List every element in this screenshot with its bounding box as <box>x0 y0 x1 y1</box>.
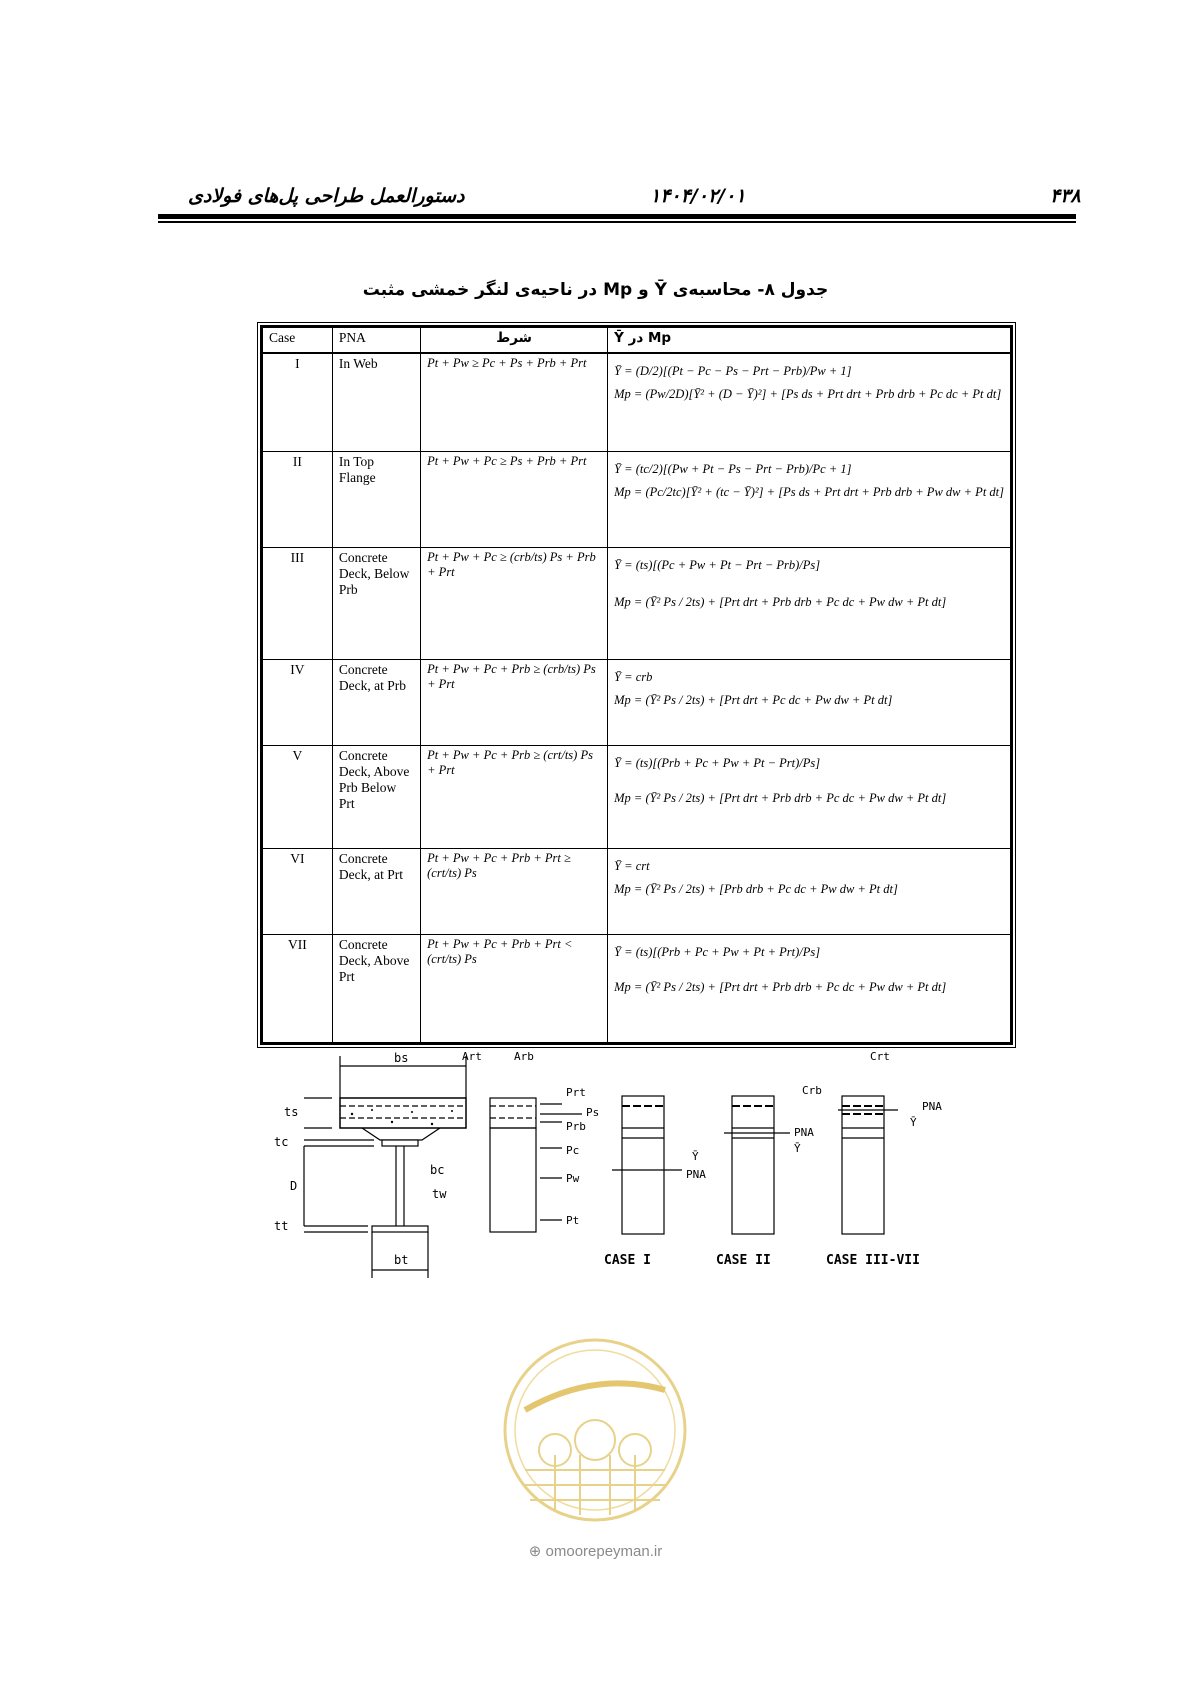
label-pna-case2: PNA <box>794 1126 814 1139</box>
label-pna-case1: PNA <box>686 1168 706 1181</box>
label-ybar-case1: Ȳ <box>692 1150 699 1163</box>
pna-cell: Concrete Deck, Below Prb <box>332 547 420 659</box>
label-art: Art <box>462 1050 482 1063</box>
case-cell: IV <box>262 659 333 745</box>
formula-cell <box>608 547 1012 659</box>
formula-cell <box>608 659 1012 745</box>
ybar-formula: Ȳ = (ts)[(Prb + Pc + Pw + Pt − Prt)/Ps] <box>614 755 821 770</box>
label-case-1: CASE I <box>604 1253 651 1268</box>
case-cell: VI <box>262 848 333 934</box>
case-cell: I <box>262 353 333 451</box>
mp-formula: Mp = (Pc/2tc)[Ȳ² + (tc − Ȳ)²] + [Ps ds + Prt drt + Prb drb + Pw dw + Pt dt] <box>614 484 1004 499</box>
header-date: ۱۴۰۴/۰۲/۰۱ <box>650 185 746 207</box>
label-tt: tt <box>274 1219 289 1233</box>
label-prt: Prt <box>566 1086 586 1099</box>
mp-formula: Mp = (Ȳ² Ps / 2ts) + [Prt drt + Pc dc + Pw dw + Pt dt] <box>614 692 893 707</box>
table-row <box>262 353 1012 451</box>
mp-formula: Mp = (Pw/2D)[Ȳ² + (D − Ȳ)²] + [Ps ds + Prt drt + Prb drb + Pc dc + Pt dt] <box>614 387 1002 401</box>
header-pna: PNA <box>332 327 420 354</box>
section-diagram <box>262 1048 1022 1298</box>
header-condition: شرط <box>421 327 608 354</box>
condition-cell: Pt + Pw ≥ Pc + Ps + Prb + Prt <box>421 353 608 451</box>
condition-cell: Pt + Pw + Pc + Prb + Prt ≥ (crt/ts) Ps <box>421 848 608 934</box>
condition-cell: Pt + Pw + Pc + Prb ≥ (crb/ts) Ps + Prt <box>421 659 608 745</box>
table-row <box>262 659 1012 745</box>
condition-cell: Pt + Pw + Pc + Prb + Prt < (crt/ts) Ps <box>421 934 608 1043</box>
page-number: ۴۳۸ <box>1050 185 1081 207</box>
label-ybar-case3: Ȳ <box>910 1116 917 1129</box>
label-case-2: CASE II <box>716 1253 771 1268</box>
case-cell: V <box>262 745 333 848</box>
label-bs: bs <box>394 1051 409 1065</box>
condition-cell: Pt + Pw + Pc ≥ (crb/ts) Ps + Prb + Prt <box>421 547 608 659</box>
table-header-row <box>262 327 1012 354</box>
logo-watermark <box>485 1330 705 1530</box>
pna-cell: Concrete Deck, at Prb <box>332 659 420 745</box>
header-case: Case <box>262 327 333 354</box>
formula-cell <box>608 745 1012 848</box>
globe-icon: ⊕ <box>528 1543 542 1560</box>
label-D: D <box>290 1179 298 1193</box>
table-row <box>262 848 1012 934</box>
label-arb: Arb <box>514 1050 534 1063</box>
header-formula: Ȳ در Mp <box>608 327 1012 354</box>
label-pc: Pc <box>566 1144 580 1157</box>
case-cell: VII <box>262 934 333 1043</box>
label-tc: tc <box>274 1135 289 1149</box>
table-caption: جدول ۸- محاسبه‌ی Ȳ و Mp در ناحیه‌ی لنگر خمشی مثبت <box>362 280 829 300</box>
table-row <box>262 547 1012 659</box>
pna-cell: In Top Flange <box>332 451 420 547</box>
label-bc: bc <box>430 1163 445 1177</box>
condition-cell: Pt + Pw + Pc ≥ Ps + Prb + Prt <box>421 451 608 547</box>
ybar-formula: Ȳ = (ts)[(Prb + Pc + Pw + Pt + Prt)/Ps] <box>614 944 821 959</box>
label-pt: Pt <box>566 1214 580 1227</box>
pna-cell: Concrete Deck, at Prt <box>332 848 420 934</box>
pna-cell: In Web <box>332 353 420 451</box>
label-tw: tw <box>432 1187 447 1201</box>
website-footer <box>0 1542 1191 1560</box>
pna-cell: Concrete Deck, Above Prt <box>332 934 420 1043</box>
ybar-formula: Ȳ = (tc/2)[(Pw + Pt − Ps − Prt − Prb)/Pc + 1] <box>614 461 852 476</box>
formula-cell <box>608 353 1012 451</box>
label-crb: Crb <box>802 1084 822 1097</box>
label-crt: Crt <box>870 1050 890 1063</box>
table-row <box>262 934 1012 1043</box>
website-url: omoorepeyman.ir <box>545 1543 663 1560</box>
condition-cell: Pt + Pw + Pc + Prb ≥ (crt/ts) Ps + Prt <box>421 745 608 848</box>
mp-formula: Mp = (Ȳ² Ps / 2ts) + [Prt drt + Prb drb + Pc dc + Pw dw + Pt dt] <box>614 594 947 609</box>
label-bt: bt <box>394 1253 409 1267</box>
label-ybar-case2: Ȳ <box>794 1142 801 1155</box>
mp-formula: Mp = (Ȳ² Ps / 2ts) + [Prt drt + Prb drb + Pc dc + Pw dw + Pt dt] <box>614 790 947 805</box>
formula-cell <box>608 934 1012 1043</box>
book-title: دستورالعمل طراحی پل‌های فولادی <box>188 185 465 207</box>
label-pna-case3: PNA <box>922 1100 942 1113</box>
header-rule-thin <box>158 221 1076 223</box>
mp-formula: Mp = (Ȳ² Ps / 2ts) + [Prt drt + Prb drb + Pc dc + Pw dw + Pt dt] <box>614 979 947 994</box>
ybar-formula: Ȳ = (D/2)[(Pt − Pc − Ps − Prt − Prb)/Pw + 1] <box>614 364 852 378</box>
plastic-moment-table <box>260 325 1013 1045</box>
label-pw: Pw <box>566 1172 580 1185</box>
case-cell: II <box>262 451 333 547</box>
table-row <box>262 745 1012 848</box>
formula-cell <box>608 451 1012 547</box>
table-row <box>262 451 1012 547</box>
mp-formula: Mp = (Ȳ² Ps / 2ts) + [Prb drb + Pc dc + Pw dw + Pt dt] <box>614 881 898 896</box>
label-case-3-7: CASE III-VII <box>826 1253 920 1268</box>
pna-cell: Concrete Deck, Above Prb Below Prt <box>332 745 420 848</box>
case-cell: III <box>262 547 333 659</box>
formula-cell <box>608 848 1012 934</box>
ybar-formula: Ȳ = (ts)[(Pc + Pw + Pt − Prt − Prb)/Ps] <box>614 557 821 572</box>
label-prb: Prb <box>566 1120 586 1133</box>
ybar-formula: Ȳ = crt <box>614 858 650 873</box>
ybar-formula: Ȳ = crb <box>614 669 653 684</box>
label-ps: Ps <box>586 1106 600 1119</box>
label-ts: ts <box>284 1105 299 1119</box>
header-rule <box>158 214 1076 219</box>
